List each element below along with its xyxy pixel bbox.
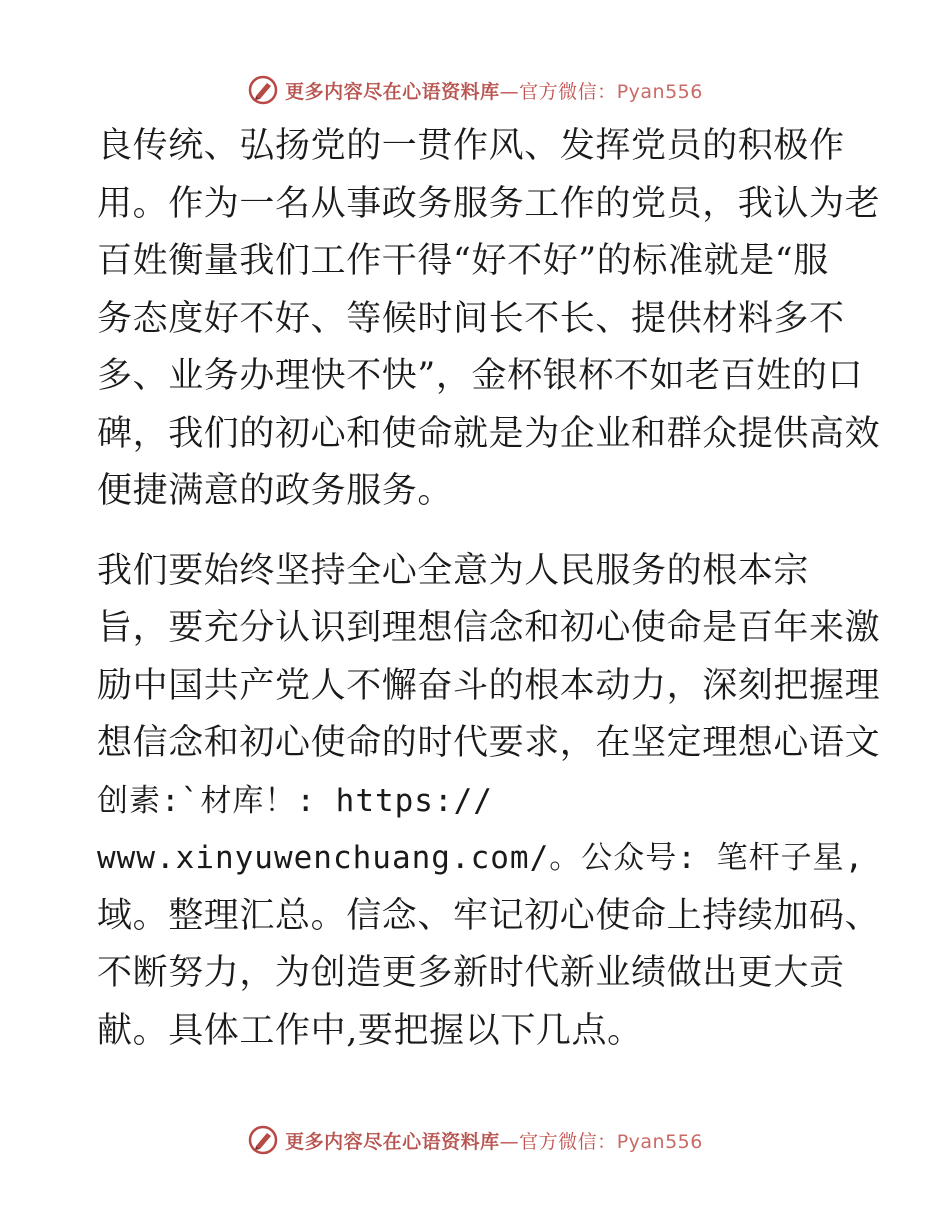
paragraph-gap xyxy=(97,521,857,543)
banner-separator: — xyxy=(499,1130,520,1153)
banner-wechat-label: 官方微信： xyxy=(519,80,617,103)
banner-text xyxy=(285,1127,703,1154)
text-line: 务态度好不好、等候时间长不长、提供材料多不 xyxy=(97,298,845,339)
banner-main-text: 更多内容尽在心语资料库 xyxy=(285,1130,500,1153)
banner-separator: — xyxy=(499,80,520,103)
paragraph-2 xyxy=(97,543,881,1061)
text-line: 用。作为一名从事政务服务工作的党员，我认为老 xyxy=(97,183,881,224)
banner-text xyxy=(285,77,703,104)
banner-wechat-handle: Pyan556 xyxy=(616,1130,703,1153)
text-line: 献。具体工作中,要把握以下几点。 xyxy=(97,1010,643,1051)
text-line: 想信念和初心使命的时代要求，在坚定理想心语文 xyxy=(97,723,881,763)
paragraph-1 xyxy=(97,118,881,521)
pen-logo-icon xyxy=(247,1124,279,1156)
text-line: 百姓衡量我们工作干得“好不好”的标准就是“服 xyxy=(97,241,829,281)
text-line: 碑，我们的初心和使命就是为企业和群众提供高效 xyxy=(97,413,881,454)
document-body xyxy=(97,118,881,1060)
pen-logo-icon xyxy=(247,74,279,106)
text-line-url: 创素:`材库！: https:// xyxy=(97,782,493,819)
header-banner xyxy=(0,70,950,110)
banner-wechat-handle: Pyan556 xyxy=(616,80,703,103)
text-line: 励中国共产党人不懈奋斗的根本动力，深刻把握理 xyxy=(97,665,881,706)
text-line: 便捷满意的政务服务。 xyxy=(97,471,454,511)
banner-main-text: 更多内容尽在心语资料库 xyxy=(285,80,500,103)
text-line: 不断努力，为创造更多新时代新业绩做出更大贡 xyxy=(97,953,845,993)
text-line: 良传统、弘扬党的一贯作风、发挥党员的积极作 xyxy=(97,126,845,166)
text-line: 域。整理汇总。信念、牢记初心使命上持续加码、 xyxy=(97,895,881,936)
text-line: 我们要始终坚持全心全意为人民服务的根本宗 xyxy=(97,550,810,591)
text-line: 旨，要充分认识到理想信念和初心使命是百年来激 xyxy=(97,608,881,648)
banner-wechat-label: 官方微信： xyxy=(519,1130,617,1153)
text-line-url: www.xinyuwenchuang.com/。公众号: 笔杆子星, xyxy=(97,840,865,876)
text-line: 多、业务办理快不快”，金杯银杯不如老百姓的口 xyxy=(97,356,864,396)
footer-banner xyxy=(0,1120,950,1160)
